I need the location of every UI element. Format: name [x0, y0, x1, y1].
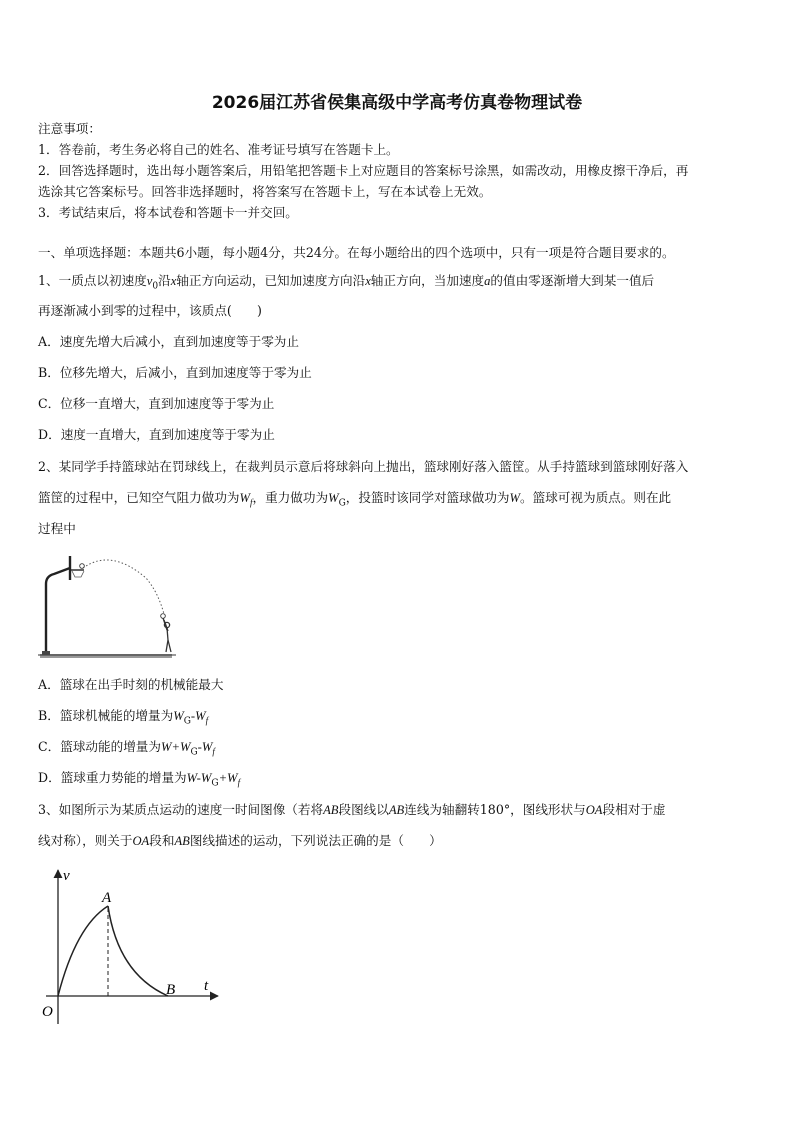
v-axis-label: v	[63, 868, 70, 884]
q2-wg: W	[328, 491, 339, 505]
q2-wf: W	[239, 491, 250, 505]
q1-v0: v	[146, 274, 153, 288]
q1-x2: x	[365, 274, 371, 288]
q3-line1-b: 段图线以	[338, 802, 389, 817]
q3-ab-1: AB	[323, 803, 339, 817]
t-axis-label: t	[204, 978, 209, 994]
q1-stem-b: 沿	[158, 273, 171, 288]
curve-ab	[108, 906, 168, 996]
q2-optc-mid: -W	[197, 740, 213, 754]
q2-option-c	[38, 739, 758, 761]
player-figure	[163, 618, 171, 652]
q2-option-a: A．篮球在出手时刻的机械能最大	[38, 677, 224, 692]
q1-option-a: A．速度先增大后减小，直到加速度等于零为止	[38, 334, 299, 349]
page-title: 2026届江苏省侯集高级中学高考仿真卷物理试卷	[211, 93, 583, 113]
q2-option-b	[38, 708, 758, 730]
q3-line2-a: 线对称），则关于	[38, 833, 133, 848]
q3-line2-c: 图线描述的运动，下列说法正确的是（ ）	[189, 833, 442, 848]
hoop-pole	[46, 568, 70, 651]
q2-line2-b: ，重力做功为	[252, 490, 329, 505]
q2-optc-expr: W+W	[160, 740, 191, 754]
q1-stem-c: 轴正方向运动，已知加速度方向沿	[176, 273, 366, 288]
q2-optc-text: C．篮球动能的增量为	[38, 739, 161, 754]
q2-optd-expr: W-W	[186, 771, 212, 785]
q3-line2-b: 段和	[149, 833, 175, 848]
q1-x1: x	[170, 274, 177, 288]
q2-line2-c: ，投篮时该同学对篮球做功为	[345, 490, 510, 505]
q3-line1-d: 段相对于虚	[602, 802, 666, 817]
q2-optb-expr: W	[173, 709, 184, 723]
ball-at-hoop	[80, 564, 85, 569]
q2-wg-sub: G	[338, 498, 346, 509]
q2-stem-line3: 过程中	[38, 521, 76, 536]
vt-graph-svg	[36, 864, 226, 1024]
q2-optb-s2: f	[205, 715, 209, 726]
q3-oa-1: OA	[585, 803, 603, 817]
q2-line2-a: 篮筐的过程中，已知空气阻力做功为	[38, 490, 240, 505]
q2-wf-sub: f	[250, 497, 253, 508]
q2-optd-s1: G	[211, 778, 219, 789]
pole-base	[42, 651, 50, 655]
curve-oa	[58, 906, 108, 996]
notice-item-1: 1．答卷前，考生务必将自己的姓名、准考证号填写在答题卡上。	[38, 142, 399, 157]
q1-option-d: D．速度一直增大，直到加速度等于零为止	[38, 427, 275, 442]
q1-option-c: C．位移一直增大，直到加速度等于零为止	[38, 396, 275, 411]
q2-optc-s2: f	[212, 746, 215, 757]
q2-line2-d: 。篮球可视为质点。则在此	[520, 490, 672, 505]
notice-item-2: 2．回答选择题时，选出每小题答案后，用铅笔把答题卡上对应题目的答案标号涂黑，如需改动，用橡皮擦干净后，再	[38, 163, 689, 178]
q1-stem	[38, 273, 758, 295]
q3-line1-c: 连线为轴翻转180°，图线形状与	[404, 802, 586, 817]
q3-ab-2: AB	[388, 803, 405, 817]
notice-heading: 注意事项：	[38, 121, 101, 136]
q1-v0-sub: 0	[152, 281, 159, 292]
ball-trajectory	[83, 560, 164, 614]
q1-stem-line2: 再逐渐减小到零的过程中，该质点( )	[38, 303, 262, 318]
section-heading: 一、单项选择题：本题共6小题，每小题4分，共24分。在每小题给出的四个选项中，只有一项是符合题目要求的。	[38, 245, 675, 260]
q1-stem-a: 1、一质点以初速度	[38, 273, 147, 288]
q2-w: W	[509, 491, 520, 505]
basketball-figure	[36, 552, 186, 664]
q3-line1-a: 3、如图所示为某质点运动的速度一时间图像（若将	[38, 802, 324, 817]
q3-stem-line1	[38, 802, 758, 818]
q2-optd-s2: f	[237, 777, 241, 788]
vt-graph-figure	[36, 864, 226, 1028]
q2-optb-text: B．篮球机械能的增量为	[38, 708, 174, 723]
q3-stem-line2	[38, 833, 758, 849]
q2-optc-s1: G	[190, 747, 198, 758]
q2-optb-s1: G	[183, 716, 191, 727]
q1-a: a	[484, 274, 491, 288]
q1-stem-d: 轴正方向，当加速度	[370, 273, 485, 288]
q2-optb-mid: -W	[190, 709, 206, 723]
q2-stem-line2	[38, 490, 758, 512]
point-b-label: B	[166, 982, 176, 998]
player-leg-left	[166, 640, 168, 652]
q2-optd-text: D．篮球重力势能的增量为	[38, 770, 187, 785]
ball-in-hand	[161, 614, 166, 619]
notice-item-2-cont: 选涂其它答案标号。回答非选择题时，将答案写在答题卡上，写在本试卷上无效。	[38, 184, 492, 199]
origin-label: O	[42, 1004, 53, 1020]
q1-stem-e: 的值由零逐渐增大到某一值后	[490, 273, 655, 288]
notice-item-3: 3．考试结束后，将本试卷和答题卡一并交回。	[38, 205, 298, 220]
q2-option-d	[38, 770, 758, 792]
q3-ab-3: AB	[174, 834, 190, 848]
q2-optd-mid: +W	[218, 771, 238, 785]
basketball-figure-svg	[36, 552, 186, 660]
q1-option-b: B．位移先增大，后减小，直到加速度等于零为止	[38, 365, 312, 380]
hoop-net	[72, 571, 84, 577]
q3-oa-2: OA	[132, 834, 150, 848]
player-leg-right	[168, 640, 171, 652]
point-a-label: A	[102, 890, 112, 906]
q2-stem-line1: 2、某同学手持篮球站在罚球线上，在裁判员示意后将球斜向上抛出，篮球刚好落入篮筐。从手持篮球到篮球刚好落入	[38, 459, 689, 474]
